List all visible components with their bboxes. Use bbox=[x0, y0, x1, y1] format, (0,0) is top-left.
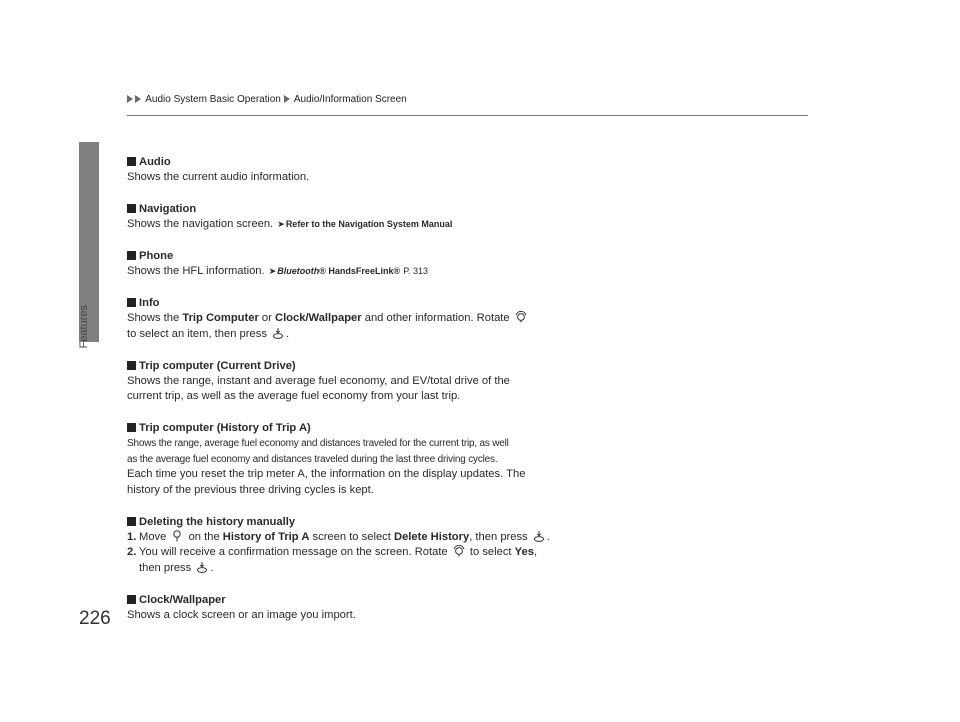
section-heading bbox=[127, 358, 687, 374]
section-info bbox=[127, 295, 687, 342]
section-heading bbox=[127, 248, 687, 264]
square-bullet-icon bbox=[127, 157, 136, 166]
body-text: Shows the range, average fuel economy and distances traveled for the current trip, as well bbox=[127, 438, 509, 449]
section-trip-history bbox=[127, 420, 687, 498]
bold-term: Yes bbox=[514, 546, 534, 558]
heading-text: Navigation bbox=[139, 203, 197, 215]
section-text bbox=[127, 217, 687, 233]
reference-arrow-icon: ➤ bbox=[277, 219, 285, 229]
body-text: screen to select bbox=[312, 530, 391, 543]
heading-text: Audio bbox=[139, 156, 171, 168]
body-text: Each time you reset the trip meter A, the information on the display updates. The bbox=[127, 468, 526, 480]
body-text: history of the previous three driving cycles is kept. bbox=[127, 483, 374, 496]
section-text-condensed bbox=[127, 436, 687, 467]
breadcrumb bbox=[127, 94, 407, 105]
body-text: on the bbox=[188, 530, 220, 543]
body-text: Shows the range, instant and average fuel economy, and EV/total drive of the bbox=[127, 374, 510, 387]
rotate-knob-icon bbox=[515, 311, 527, 323]
section-text: Shows the current audio information. bbox=[127, 171, 310, 183]
step-item bbox=[127, 530, 687, 546]
breadcrumb-arrow-icon bbox=[127, 95, 133, 103]
section-heading bbox=[127, 514, 687, 530]
heading-text: Trip computer (History of Trip A) bbox=[139, 422, 311, 434]
body-text: as the average fuel economy and distances traveled during the last three driving cycles. bbox=[127, 453, 498, 465]
breadcrumb-arrow-icon bbox=[284, 95, 290, 103]
bold-term: Trip Computer bbox=[182, 312, 259, 324]
bold-term: History of Trip A bbox=[222, 530, 310, 543]
reference-page: P. 313 bbox=[403, 266, 429, 276]
body-text: and other information. Rotate bbox=[364, 312, 510, 324]
breadcrumb-item[interactable]: Audio System Basic Operation bbox=[145, 94, 281, 105]
rotate-knob-icon bbox=[453, 545, 465, 557]
section-navigation bbox=[127, 201, 687, 233]
step-item bbox=[127, 545, 687, 576]
body-text: You will receive a confirmation message on the screen. Rotate bbox=[139, 546, 448, 558]
section-text bbox=[127, 467, 687, 498]
body-text: to select bbox=[469, 546, 512, 558]
header-rule bbox=[127, 115, 808, 116]
body-text: . bbox=[546, 530, 550, 543]
section-clock bbox=[127, 592, 687, 624]
body-text: , bbox=[533, 546, 538, 558]
section-phone bbox=[127, 248, 687, 280]
reference-italic: Bluetooth bbox=[277, 266, 320, 276]
body-text: , then press bbox=[469, 530, 528, 543]
bold-term: Clock/Wallpaper bbox=[274, 312, 362, 324]
section-trip-current bbox=[127, 358, 687, 405]
bold-term: Delete History bbox=[393, 530, 470, 543]
section-text: Shows a clock screen or an image you import. bbox=[127, 608, 356, 621]
square-bullet-icon bbox=[127, 517, 136, 526]
body-text: Shows the bbox=[127, 312, 180, 324]
step-number: 1. bbox=[127, 530, 137, 543]
section-heading bbox=[127, 420, 687, 436]
breadcrumb-arrow-icon bbox=[135, 95, 141, 103]
square-bullet-icon bbox=[127, 251, 136, 260]
body-text: . bbox=[286, 327, 290, 340]
reference-text: ® HandsFreeLink® bbox=[319, 266, 401, 276]
step-list bbox=[127, 530, 687, 577]
move-knob-icon bbox=[171, 530, 183, 542]
section-deleting bbox=[127, 514, 687, 577]
press-knob-icon bbox=[272, 327, 284, 339]
section-heading bbox=[127, 201, 687, 217]
body-text: Shows the HFL information. bbox=[127, 265, 265, 277]
square-bullet-icon bbox=[127, 361, 136, 370]
press-knob-icon bbox=[196, 561, 208, 573]
heading-text: Clock/Wallpaper bbox=[139, 593, 226, 606]
square-bullet-icon bbox=[127, 298, 136, 307]
page-number: 226 bbox=[79, 608, 111, 629]
body-text: Shows the navigation screen. bbox=[127, 218, 274, 230]
section-audio bbox=[127, 154, 687, 186]
heading-text: Trip computer (Current Drive) bbox=[139, 359, 296, 372]
body-text: Move bbox=[139, 530, 167, 543]
body-text: . bbox=[210, 561, 214, 574]
reference-arrow-icon: ➤ bbox=[268, 266, 277, 276]
body-text: or bbox=[261, 312, 272, 324]
section-heading bbox=[127, 592, 687, 608]
page-content bbox=[127, 154, 687, 639]
heading-text: Deleting the history manually bbox=[139, 515, 296, 528]
body-text: current trip, as well as the average fuel economy from your last trip. bbox=[127, 390, 461, 402]
body-text: to select an item, then press bbox=[127, 327, 267, 340]
square-bullet-icon bbox=[127, 595, 136, 604]
section-heading bbox=[127, 295, 687, 311]
side-label: Features bbox=[78, 305, 90, 349]
step-number: 2. bbox=[127, 546, 137, 558]
heading-text: Info bbox=[139, 297, 160, 309]
section-text bbox=[127, 311, 687, 342]
reference-link[interactable] bbox=[277, 266, 400, 276]
press-knob-icon bbox=[533, 530, 545, 542]
body-text: then press bbox=[139, 561, 192, 574]
breadcrumb-item[interactable]: Audio/Information Screen bbox=[293, 94, 407, 105]
square-bullet-icon bbox=[127, 204, 136, 213]
reference-link[interactable]: Refer to the Navigation System Manual bbox=[285, 219, 453, 229]
heading-text: Phone bbox=[139, 250, 174, 262]
section-text bbox=[127, 374, 687, 405]
square-bullet-icon bbox=[127, 423, 136, 432]
section-text bbox=[127, 264, 687, 280]
section-heading bbox=[127, 154, 687, 170]
